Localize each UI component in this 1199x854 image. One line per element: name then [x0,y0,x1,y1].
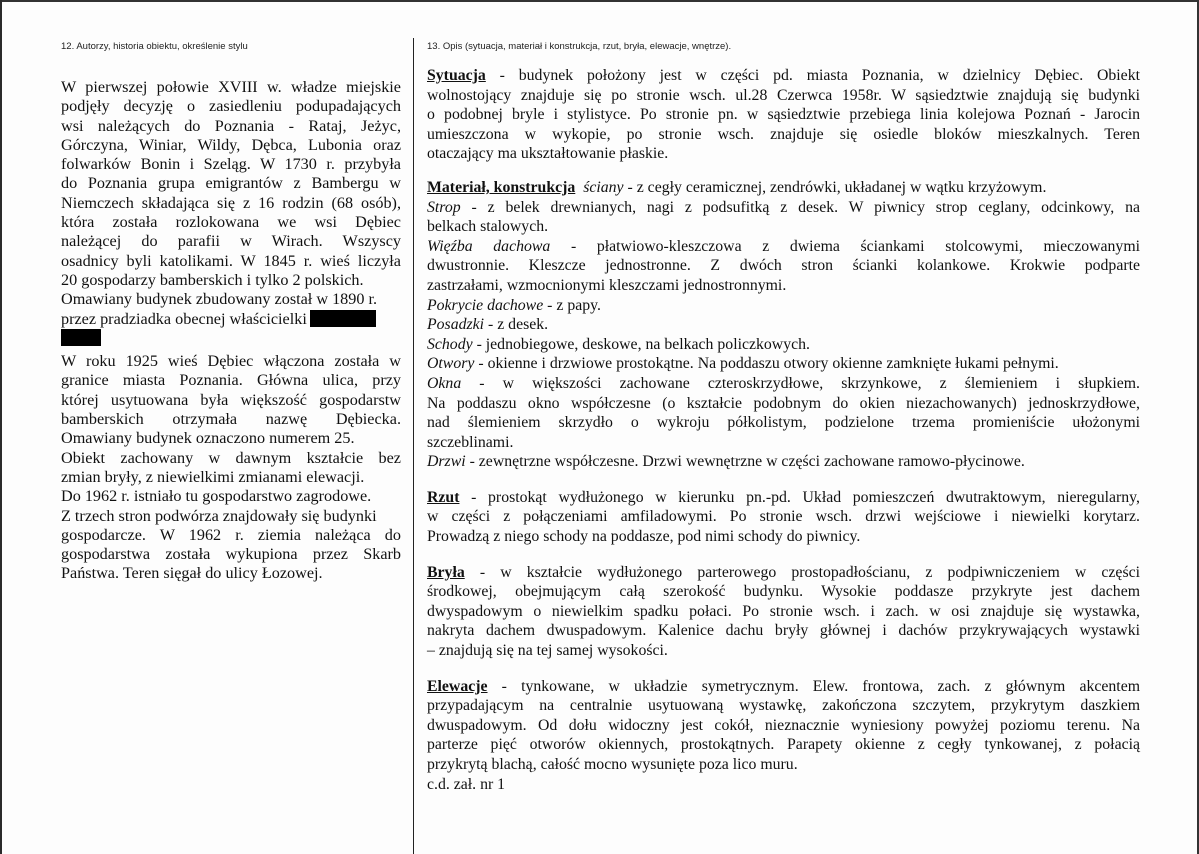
text-line: której usytuowana była większość gospodarstw [61,390,401,409]
text-line: przykrytą blachą, całość mocno wysunięte poza lico muru. [427,756,798,773]
text-span: - w kształcie wydłużonego parterowego prostopadłościanu, z podpiwniczeniem w części [464,563,1140,581]
text-span: - z papy. [543,296,601,314]
text-line: – znajdują się na tej samej wysokości. [427,642,668,660]
redaction-line [61,329,401,348]
text-line: otaczający ma ukształtowanie płaskie. [427,145,669,163]
text-line: gospodarstwa została wykupiona przez Skarb [61,545,401,564]
text-line [427,315,1140,335]
text-line-with-redaction [61,310,401,329]
text-line: Na poddaszu okno współczesne (o kształcie podobnym do okien niezachowanych) jednoskrzydłowe, [427,394,1140,412]
text-span: - prostokąt wydłużonego w kierunku pn.-pd. Układ pomieszczeń dwutraktowym, nieregularny, [459,488,1140,506]
text-span: - z desek. [484,316,549,334]
text-line: nakryta dachem dwuspadowym. Kalenice dachu bryły głównej i dachów przykrywających wystawki [427,622,1140,640]
text-line: Prowadzą z niego schody na poddasze, pod nimi schody do piwnicy. [427,528,861,546]
text-line: do Poznania grupa emigrantów z Bambergu w [61,174,401,193]
history-paragraph-2 [61,352,401,584]
text-line: bamberskich otrzymała nazwę Dębiecka. [61,410,401,429]
section-sytuacja [427,66,1140,164]
column-divider [413,38,414,854]
text-line: środkowej, obejmującym całą szerokość budynku. Wysokie poddasze przykryte jest dachem [427,583,1140,601]
heading-rzut: Rzut [427,488,460,506]
text-line: parterze pięć otworów okiennych, prostokątnych. Parapety okienne z cegły tynkowanej, z połacią [427,736,1140,754]
label-schody: Schody [427,335,473,353]
text-line: wolnostojący znajduje się po stronie wsch. ul.28 Czerwca 1958r. W sąsiedztwie znajdują się budynki [427,86,1140,104]
text-line: gospodarcze. W 1962 r. ziemia należąca do [61,525,401,544]
text-span: - z belek drewnianych, nagi z podsufitką z desek. W piwnicy strop ceglany, odcinkowy, na [460,198,1140,216]
section-elewacje [427,677,1140,795]
text-line: Omawiany budynek zbudowany został w 1890 r. [61,290,378,309]
text-span: - tynkowane, w układzie symetrycznym. Elew. frontowa, zach. z głównym akcentem [487,677,1140,695]
heading-elewacje: Elewacje [427,677,488,695]
label-otwory: Otwory [427,355,475,373]
text-line: dwustronnie. Kleszcze jednostronne. Z dwóch stron ścianki kolankowe. Krokwie podparte [427,257,1140,275]
text-line [427,198,1140,218]
text-line: przypadającym na centralnie usytuowaną wystawkę, zakończona szczytem, przykrytym daszkiem [427,697,1140,715]
text-line: Obiekt zachowany w dawnym kształcie bez [61,448,401,467]
text-line [427,66,1140,86]
text-line: folwarków Bonin i Szeląg. W 1730 r. przybyła [61,155,401,174]
label-okna: Okna [427,374,462,392]
heading-material: Materiał, konstrukcja [427,178,576,196]
section-header-13: 13. Opis (sytuacja, materiał i konstrukcja, rzut, bryła, elewacje, wnętrze). [427,41,732,52]
text-span: - zewnętrzne współczesne. Drzwi wewnętrzne w części zachowane ramowo-płycinowe. [465,453,1025,471]
text-span: - z cegły ceramicznej, zendrówki, układanej w wątku krzyżowym. [623,178,1047,196]
text-line [427,237,1140,257]
label-drzwi: Drzwi [427,453,466,471]
text-line: Z trzech stron podwórza znajdowały się budynki [61,506,377,525]
history-column [61,78,401,584]
label-strop: Strop [427,198,461,216]
text-line: nad ślemieniem skrzydło o wykroju półkolistym, podzielone trzema promieniście ułożonymi [427,414,1140,432]
spacer [427,547,1140,563]
section-material [427,178,1140,472]
text-span: - budynek położony jest w części pd. miasta Poznania, w dzielnicy Dębiec. Obiekt [485,67,1140,84]
spacer [427,661,1140,677]
text-line: która została rozlokowana we wsi Dębiec [61,213,401,232]
heading-bryla: Bryła [427,563,465,581]
scan-edge-top [0,0,1199,2]
text-line [427,335,1140,355]
section-header-12: 12. Autorzy, historia obiektu, określenie stylu [61,41,248,52]
heading-sytuacja: Sytuacja [427,67,486,84]
text-line [427,178,1140,198]
text-line: W roku 1925 wieś Dębiec włączona została w [61,352,401,371]
label-wiezba: Więźba dachowa [427,237,551,255]
redaction-bar [61,329,101,346]
text-line: osadnicy byli katolikami. W 1845 r. wieś liczyła [61,251,401,270]
text-line: dwyspadowym o niewielkim spadku połaci. Po stronie wsch. i zach. w osi znajduje się wystawka, [427,602,1140,620]
text-line: Omawiany budynek oznaczono numerem 25. [61,429,355,448]
scan-edge-left [0,0,2,854]
text-line [427,563,1140,583]
text-line: Niemczech składająca się z 16 rodzin (68 osób), [61,193,401,212]
text-line: granice miasta Poznania. Główna ulica, przy [61,371,401,390]
history-paragraph-1 [61,78,401,348]
text-line: wsi należących do Poznania - Rataj, Jeżyc, [61,116,401,135]
text-line [427,354,1140,374]
section-rzut [427,488,1140,547]
text-line: belkach stalowych. [427,218,549,236]
text-line: dwuspadowym. Od dołu widoczny jest cokół, nieznacznie wyniesiony powyżej poziomu terenu. Na [427,716,1140,734]
text-line [427,488,1140,508]
text-span: - okienne i drzwiowe prostokątne. Na poddaszu otwory okienne zamknięte łukami pełnymi. [474,355,1059,373]
text-line [427,296,1140,316]
text-line [427,677,1140,697]
text-span: - w większości zachowane czteroskrzydłowe, skrzynkowe, z ślemieniem i słupkiem. [461,374,1140,392]
redaction-bar [310,310,376,327]
text-span: - płatwiowo-kleszczowa z dwiema ściankami stolcowymi, mieczowanymi [550,237,1140,255]
label-pokrycie: Pokrycie dachowe [427,296,544,314]
text-line: Do 1962 r. istniało tu gospodarstwo zagrodowe. [61,487,372,506]
text-line: należącej do parafii w Wirach. Wszyscy [61,232,401,251]
text-span: - jednobiegowe, deskowe, na belkach policzkowych. [472,335,810,353]
text-line: W pierwszej połowie XVIII w. władze miejskie [61,78,401,96]
spacer [427,472,1140,488]
text-line: zmian bryły, z niewielkimi zmianami elewacji. [61,467,365,486]
text-line: Górczyna, Winiar, Wildy, Dębca, Lubonia oraz [61,135,401,154]
text-line [427,374,1140,394]
description-column [427,66,1140,794]
text-line: umieszczona w wykopie, po stronie wsch. znajduje się osiedle bloków mieszkalnych. Teren [427,125,1140,143]
text-line: Państwa. Teren sięgał do ulicy Łozowej. [61,564,323,583]
text-line [427,452,1140,472]
continuation-note: c.d. zał. nr 1 [427,775,506,793]
text-line: w części z połączeniami amfiladowymi. Po stronie wsch. drzwi wejściowe i niewielki korytarz. [427,508,1140,526]
label-posadzki: Posadzki [427,316,485,334]
section-bryla [427,563,1140,661]
label-sciany: ściany [583,178,624,196]
spacer [427,164,1140,178]
text-line: zastrzałami, wzmocnionymi kleszczami jednostronnymi. [427,276,787,294]
text-line: podjęły decyzję o zasiedleniu podupadających [61,97,401,116]
text-line: przez pradziadka obecnej właścicielki [61,309,307,328]
text-line: o podobnej bryle i stylistyce. Po stronie pn. w sąsiedztwie przebiega linia kolejowa Poznań - Jarocin [427,106,1140,124]
text-line: szczeblinami. [427,433,514,451]
text-line: 20 gospodarzy bamberskich i tylko 2 polskich. [61,270,364,289]
